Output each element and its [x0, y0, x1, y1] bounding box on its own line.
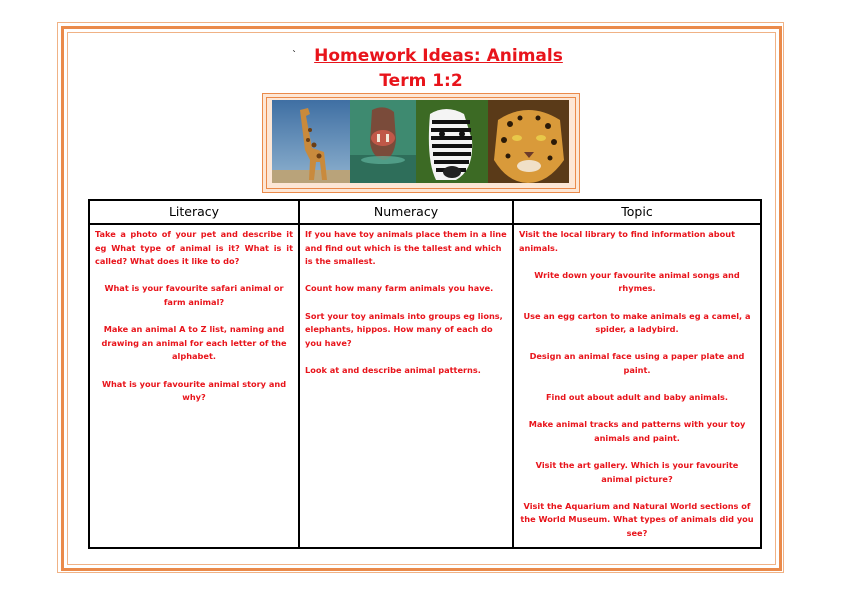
leopard-photo	[488, 100, 569, 183]
list-item: Visit the Aquarium and Natural World sections of the World Museum. What types of animals did you see?	[520, 500, 754, 539]
column-topic	[514, 201, 760, 547]
giraffe-photo	[272, 100, 350, 183]
list-item: Use an egg carton to make animals eg a camel, a spider, a ladybird.	[523, 310, 751, 335]
list-item: Sort your toy animals into groups eg lions, elephants, hippos. How many of each do you have?	[305, 310, 503, 348]
column-heading-numeracy: Numeracy	[300, 201, 512, 225]
page-subtitle: Term 1:2	[379, 71, 463, 91]
list-item: Make animal tracks and patterns with your toy animals and paint.	[528, 419, 746, 443]
hippo-photo	[350, 100, 416, 183]
column-literacy	[90, 201, 300, 547]
homework-table	[88, 199, 762, 549]
list-item: Make an animal A to Z list, naming and drawing an animal for each letter of the alphabet.	[101, 324, 287, 362]
list-item: Visit the art gallery. Which is your favourite animal picture?	[535, 460, 739, 484]
list-item: Look at and describe animal patterns.	[305, 364, 481, 375]
animal-photo-strip	[272, 100, 569, 183]
list-item: Count how many farm animals you have.	[305, 283, 494, 294]
list-item: Find out about adult and baby animals.	[545, 392, 729, 403]
page-title: Homework Ideas: Animals	[314, 46, 563, 66]
column-numeracy	[300, 201, 514, 547]
zebra-photo	[416, 100, 488, 183]
list-item: Design an animal face using a paper plate and paint.	[529, 351, 745, 375]
column-body-literacy	[90, 225, 298, 405]
column-heading-literacy: Literacy	[90, 201, 298, 225]
stray-mark: `	[292, 50, 297, 61]
column-body-topic	[514, 225, 760, 541]
list-item: What is your favourite animal story and why?	[101, 378, 287, 403]
column-heading-topic: Topic	[514, 201, 760, 225]
list-item: Take a photo of your pet and describe it eg What type of animal is it? What is it called? What does it like to do?	[95, 229, 293, 267]
column-body-numeracy	[300, 225, 512, 378]
list-item: If you have toy animals place them in a line and find out which is the tallest and which is the smallest.	[305, 229, 507, 267]
list-item: Visit the local library to find information about animals.	[519, 229, 736, 253]
list-item: What is your favourite safari animal or farm animal?	[104, 283, 284, 307]
list-item: Write down your favourite animal songs and rhymes.	[534, 269, 740, 294]
